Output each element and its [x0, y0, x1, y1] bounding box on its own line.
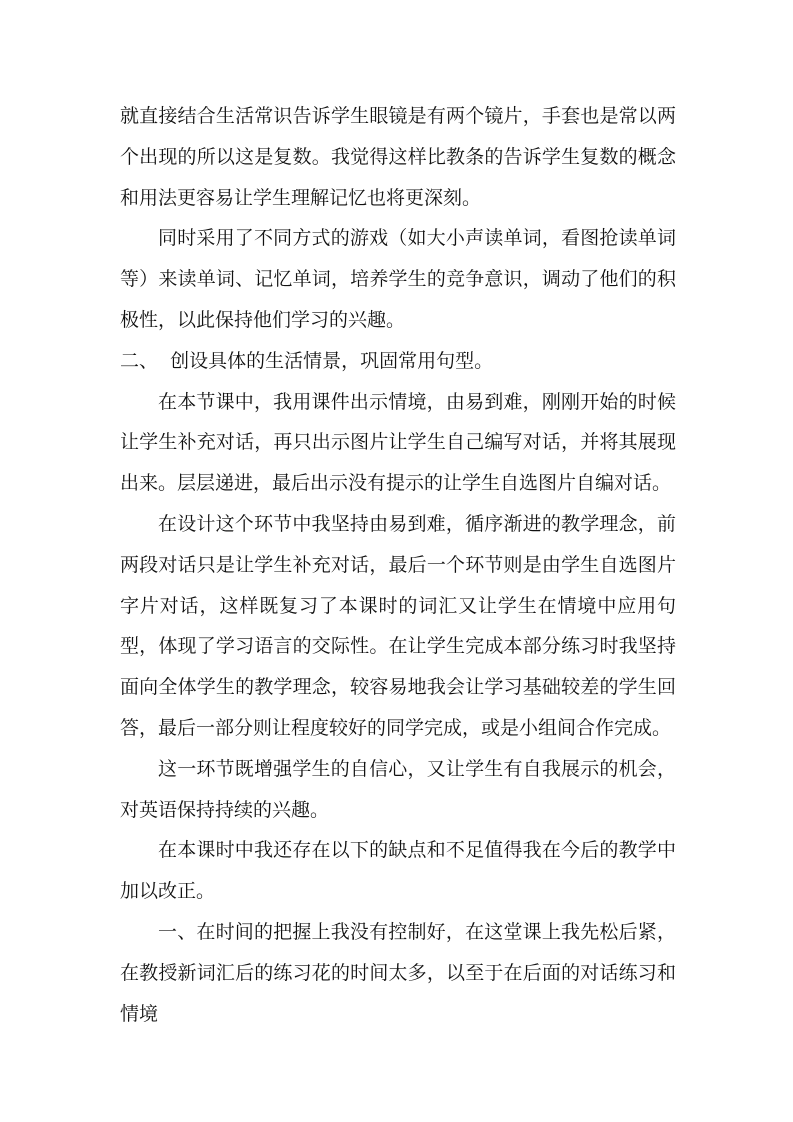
- paragraph-2: 同时采用了不同方式的游戏（如大小声读单词，看图抢读单词等）来读单词、记忆单词，培养学生的竞争意识，调动了他们的积极性，以此保持他们学习的兴趣。: [120, 227, 676, 331]
- document-body: [120, 96, 676, 1034]
- paragraph-1: 就直接结合生活常识告诉学生眼镜是有两个镜片，手套也是常以两个出现的所以这是复数。我觉得这样比教条的告诉学生复数的概念和用法更容易让学生理解记忆也将更深刻。: [120, 105, 676, 209]
- paragraph-5: 在设计这个环节中我坚持由易到难，循序渐进的教学理念，前两段对话只是让学生补充对话，最后一个环节则是由学生自选图片字片对话，这样既复习了本课时的词汇又让学生在情境中应用句型，体现了学习语言的交际性。在让学生完成本部分练习时我坚持面向全体学生的教学理念，较容易地我会让学习基础较差的学生回答，最后一部分则让程度较好的同学完成，或是小组间合作完成。: [120, 512, 676, 739]
- paragraph-7: 在本课时中我还存在以下的缺点和不足值得我在今后的教学中加以改正。: [120, 839, 676, 903]
- paragraph-4: 在本节课中，我用课件出示情境，由易到难，刚刚开始的时候让学生补充对话，再只出示图片让学生自己编写对话，并将其展现出来。层层递进，最后出示没有提示的让学生自选图片自编对话。: [120, 390, 676, 495]
- section-heading-two: 二、 创设具体的生活情景，巩固常用句型。: [120, 349, 494, 372]
- paragraph-8: 一、在时间的把握上我没有控制好，在这堂课上我先松后紧，在教授新词汇后的练习花的时间太多，以至于在后面的对话练习和情境: [120, 920, 676, 1025]
- paragraph-6: 这一环节既增强学生的自信心，又让学生有自我展示的机会，对英语保持持续的兴趣。: [120, 757, 676, 821]
